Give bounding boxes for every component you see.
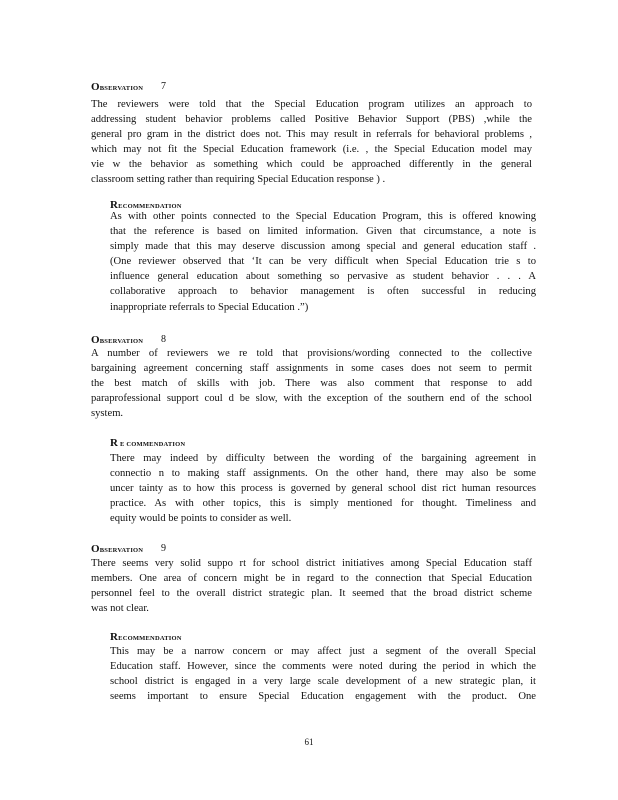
text-line: There seems very solid suppo rt for school district initiatives among Special Education staff	[91, 558, 532, 569]
text-line: school district is engaged in a very large scale development of a new strategic plan, it	[110, 676, 536, 688]
text-line: vie w the behavior as something which could be approached differently in the general	[91, 159, 532, 171]
observation-label-initial: O	[91, 543, 100, 555]
text-line: There may indeed by difficulty between the wording of the bargaining agreement in	[110, 453, 536, 464]
text-line: addressing student behavior problems called Positive Behavior Support (PBS) ,while the	[91, 114, 532, 126]
recommendation-9-heading	[110, 631, 182, 643]
observation-7-heading	[91, 81, 167, 93]
text-line: the best match of skills with job. There was also comment that response to add	[91, 378, 532, 390]
page-number: 61	[304, 737, 314, 747]
recommendation-label-rest: E COMMENDATION	[118, 441, 186, 448]
text-line: classroom setting rather than requiring Special Education response ) .	[91, 174, 386, 186]
recommendation-label-rest: ECOMMENDATION	[118, 635, 182, 642]
text-line: As with other points connected to the Special Education Program, this is offered knowing	[110, 211, 536, 222]
recommendation-8-heading	[110, 437, 185, 449]
text-line: simply made that this may deserve discussion among special and general education staff .	[110, 241, 536, 253]
observation-number: 7	[161, 81, 167, 92]
observation-9-heading	[91, 543, 167, 555]
text-line: bargaining agreement concerning staff assignments in some cases does not seem to permit	[91, 363, 532, 375]
text-line: which may not fit the Special Education framework (i.e. , the Special Education model may	[91, 144, 532, 156]
observation-label-rest: BSERVATION	[99, 85, 144, 92]
text-line: The reviewers were told that the Special Education program utilizes an approach to	[91, 99, 532, 110]
observation-8-text	[91, 346, 532, 421]
text-line: connectio n to making staff assignments. On the other hand, there may also be some	[110, 468, 536, 480]
observation-label-initial: O	[91, 334, 100, 346]
observation-label-rest: BSERVATION	[99, 547, 144, 554]
text-line: seems important to ensure Special Education engagement with the product. One	[110, 691, 536, 703]
text-line: (One reviewer observed that ‘It can be very difficult when Special Education trie s to	[110, 256, 536, 268]
text-line: general pro gram in the district does not. This may result in referrals for behavioral problems ,	[91, 129, 532, 141]
observation-number: 8	[161, 334, 167, 345]
text-line: A number of reviewers we re told that provisions/wording connected to the collective	[91, 348, 532, 359]
text-line: practice. As with other topics, this is simply mentioned for thought. Timeliness and	[110, 498, 536, 510]
text-line: that the reference is based on limited information. Given that circumstance, a note is	[110, 226, 536, 238]
text-line: Education staff. However, since the comments were noted during the period in which the	[110, 661, 536, 673]
recommendation-label-initial: R	[110, 631, 119, 643]
text-line: This may be a narrow concern or may affect just a segment of the overall Special	[110, 646, 536, 657]
observation-7-text	[91, 97, 532, 188]
observation-9-text	[91, 556, 532, 616]
observation-number: 9	[161, 543, 167, 554]
recommendation-label-initial: R	[110, 437, 119, 449]
text-line: paraprofessional support coul d be slow, with the exception of the southern end of the school	[91, 393, 532, 405]
text-line: influence general education about something so pervasive as student behavior . . . A	[110, 271, 536, 283]
recommendation-9-text	[110, 644, 536, 704]
text-line: equity would be points to consider as well.	[110, 513, 292, 525]
recommendation-7-text	[110, 209, 536, 315]
text-line: system.	[91, 408, 124, 420]
text-line: personnel feel to the overall district strategic plan. It seemed that the broad district scheme	[91, 588, 532, 600]
observation-label-rest: BSERVATION	[99, 338, 144, 345]
recommendation-8-text	[110, 451, 536, 526]
observation-8-heading	[91, 334, 167, 346]
text-line: collaborative approach to behavior management is often successful in reducing	[110, 286, 536, 298]
text-line: uncer tainty as to how this process is governed by general school dist rict human resources	[110, 483, 536, 495]
text-line: inappropriate referrals to Special Education .”)	[110, 301, 309, 313]
observation-label-initial: O	[91, 81, 100, 93]
text-line: was not clear.	[91, 603, 149, 615]
text-line: members. One area of concern might be in regard to the connection that Special Education	[91, 573, 532, 585]
recommendation-label-rest: ECOMMENDATION	[118, 203, 182, 210]
recommendation-label-initial: R	[110, 199, 119, 211]
